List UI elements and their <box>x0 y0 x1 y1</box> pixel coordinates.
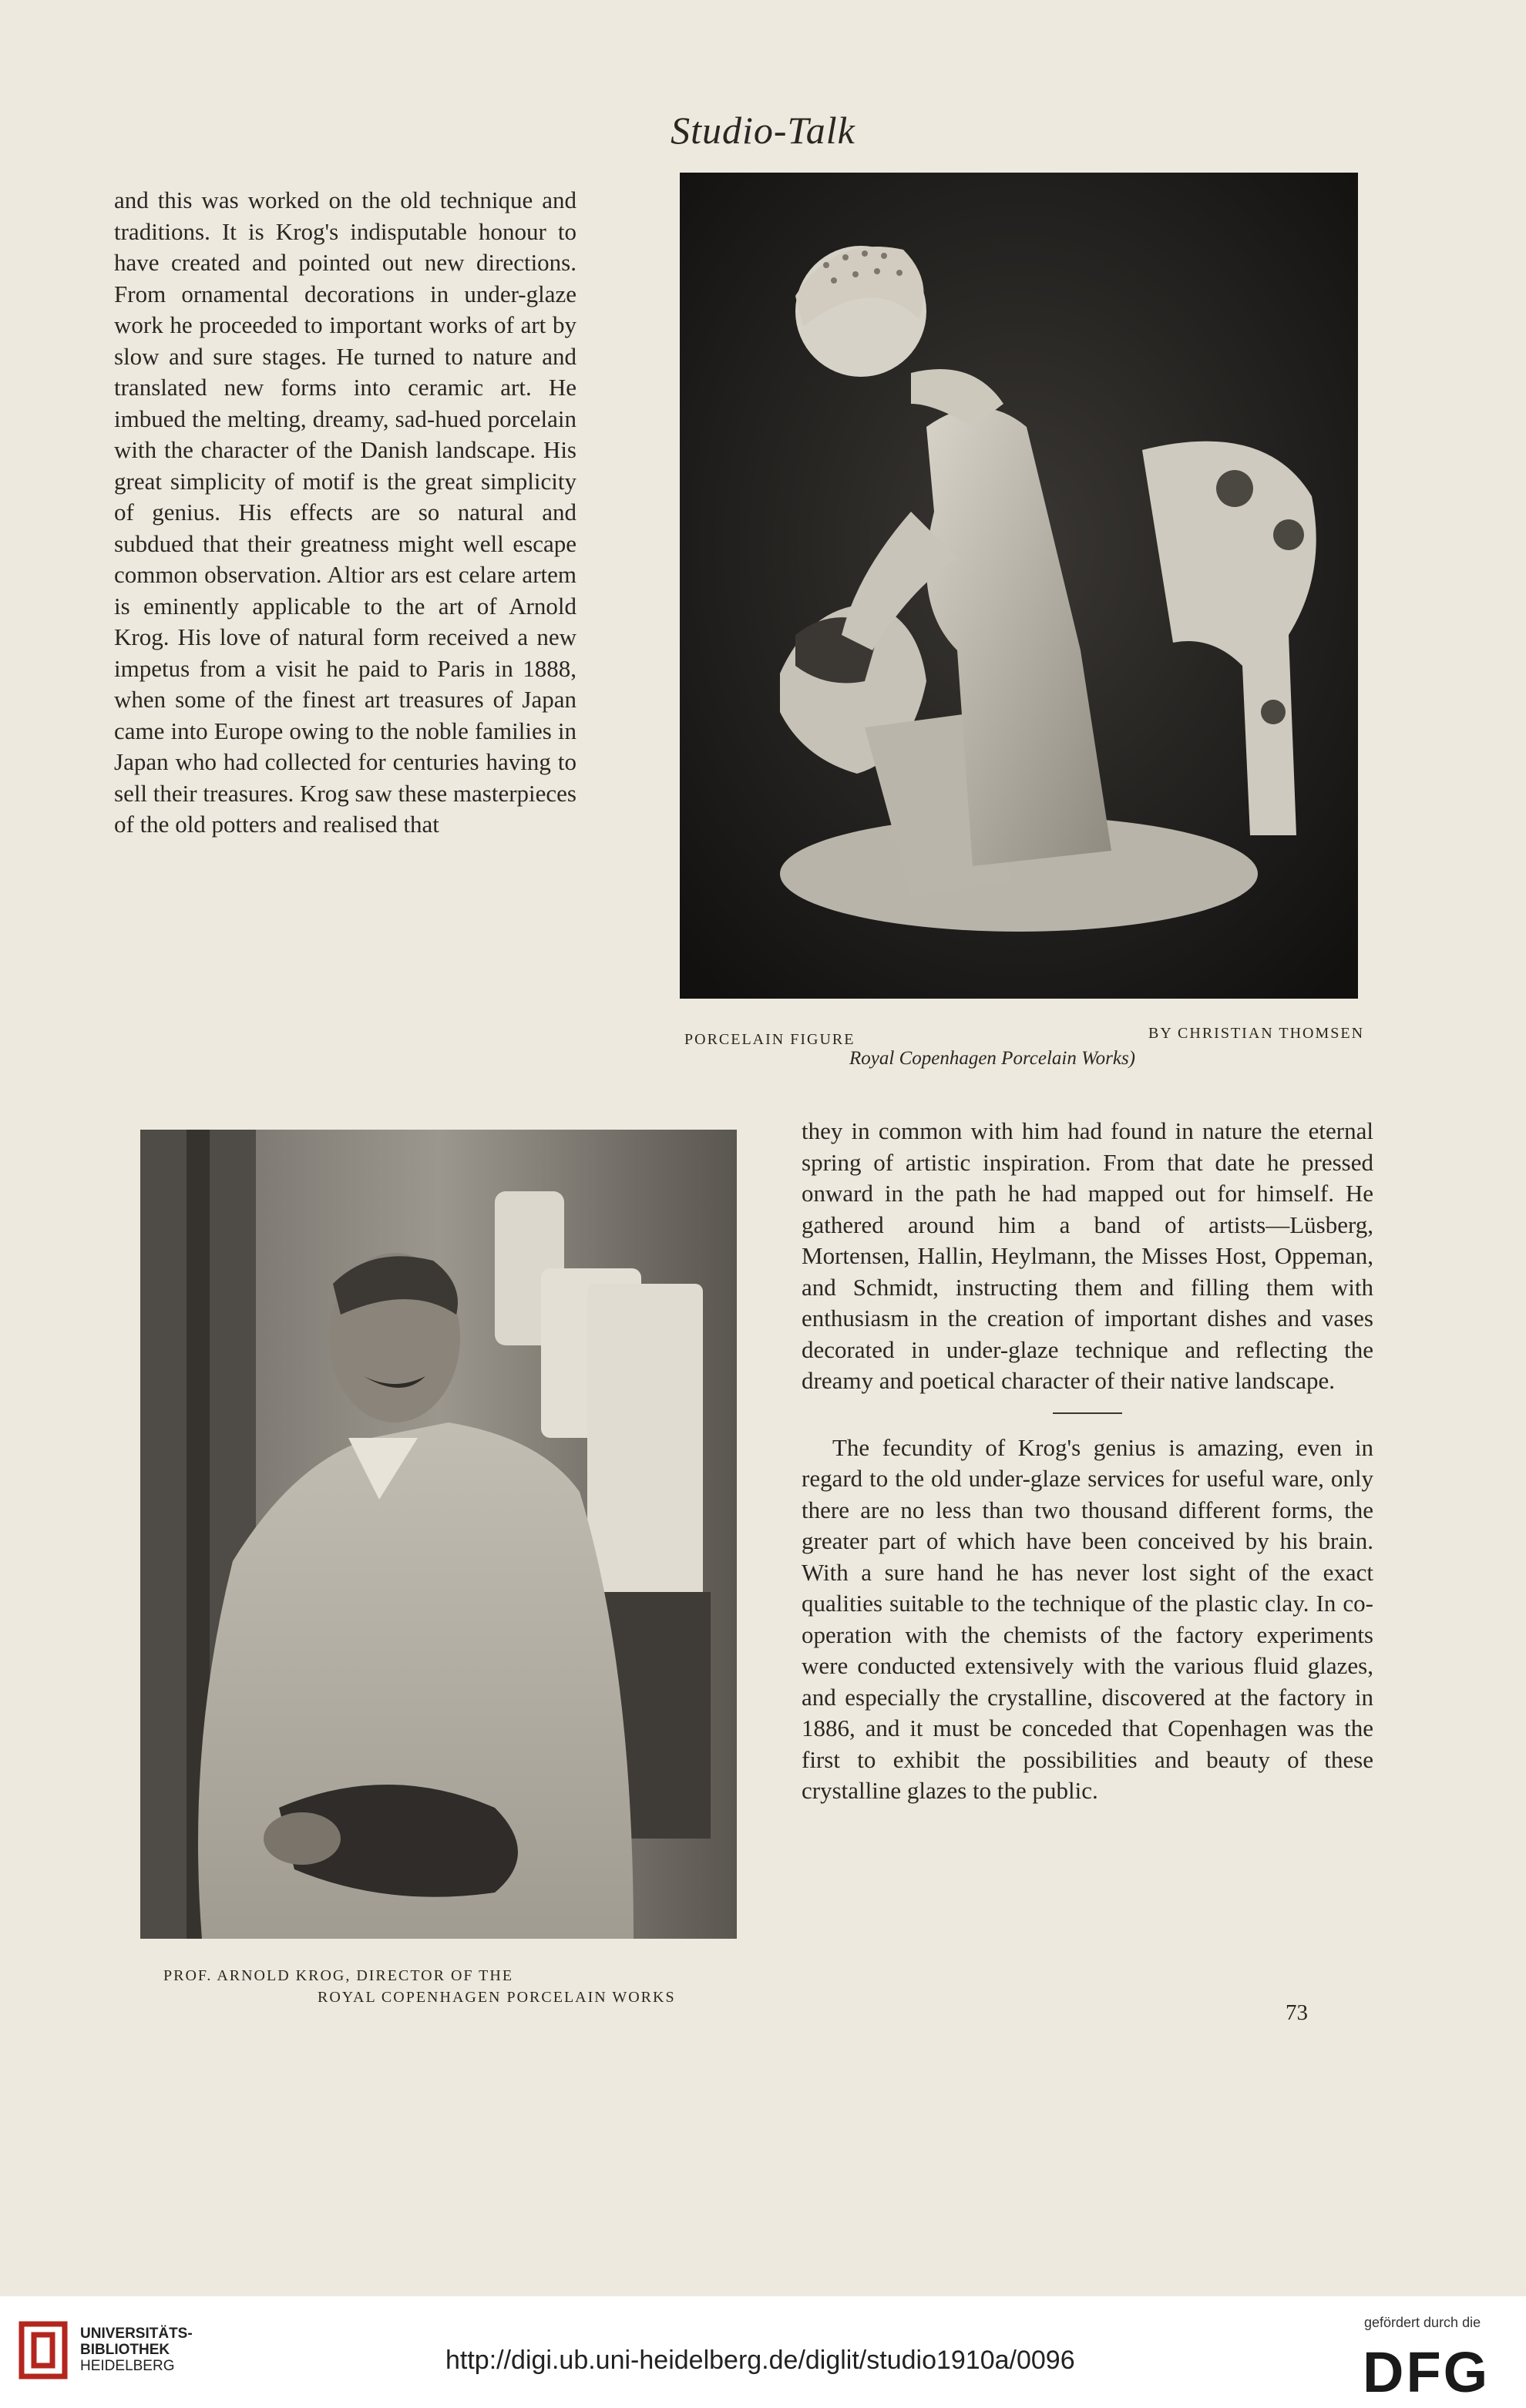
krog-caption-line1: PROF. ARNOLD KROG, DIRECTOR OF THE <box>163 1967 514 1984</box>
porcelain-caption-artist: BY CHRISTIAN THOMSEN <box>1148 1025 1365 1042</box>
funding-note: gefördert durch die <box>1364 2315 1481 2330</box>
porcelain-caption-title: PORCELAIN FIGURE <box>684 1031 855 1048</box>
right-text-column <box>802 1116 1373 1807</box>
library-name-line2: BIBLIOTHEK <box>80 2342 170 2358</box>
source-url-link[interactable]: http://digi.ub.uni-heidelberg.de/diglit/studio1910a/0096 <box>445 2346 1075 2375</box>
section-divider <box>1053 1412 1122 1414</box>
krog-caption-line2: ROYAL COPENHAGEN PORCELAIN WORKS <box>318 1989 676 2006</box>
library-name-line1: UNIVERSITÄTS- <box>80 2326 193 2342</box>
body-paragraph: they in common with him had found in nature the eternal spring of artistic inspiration. From that date he pressed onward in the path he had mapped out for himself. He gathered around him a band of artists—Lüsberg, Mortensen, Hallin, Heylmann, the Misses Host, Oppeman, and Schmidt, instructing them and filling them with enthusiasm in the creation of important dishes and vases decorated in under-glaze technique and reflecting the dreamy and poetical character of their native landscape. <box>802 1117 1373 1394</box>
arnold-krog-portrait-photo <box>140 1130 737 1939</box>
porcelain-figure-image <box>680 173 1358 999</box>
running-header: Studio-Talk <box>671 109 855 152</box>
page-number: 73 <box>1286 2000 1308 2025</box>
porcelain-caption-source: Royal Copenhagen Porcelain Works) <box>849 1048 1135 1069</box>
left-text-column <box>114 185 576 841</box>
arnold-krog-portrait-image <box>140 1130 737 1939</box>
library-name <box>80 2326 193 2374</box>
body-paragraph: and this was worked on the old technique and traditions. It is Krog's indisputable honour to have created and pointed out new directions. From ornamental decorations in under-glaze work he proceeded to important works of art by slow and sure stages. He turned to nature and translated new forms into ceramic art. He imbued the melting, dreamy, sad-hued porcelain with the character of the Danish landscape. His great simplicity of motif is the great simplicity of genius. His effects are so natural and subdued that their greatness might well escape common observation. Altior ars est celare artem is eminently applicable to the art of Arnold Krog. His love of natural form received a new impetus from a visit he paid to Paris in 1888, when some of the finest art treasures of Japan came into Europe owing to the noble families in Japan who had collected for centuries having to sell their treasures. Krog saw these masterpieces of the old potters and realised that <box>114 186 576 838</box>
porcelain-figure-photo <box>680 173 1358 999</box>
dfg-logo: DFG <box>1363 2340 1491 2404</box>
body-paragraph: The fecundity of Krog's genius is amazing, even in regard to the old under-glaze services for useful ware, only there are no less than two thousand different forms, the greater part of which have been conceived by his brain. With a sure hand he has never lost sight of the exact qualities suitable to the technique of the plastic clay. In co-operation with the chemists of the factory experiments were conducted extensively with the various fluid glazes, and especially the crystalline, discovered at the factory in 1886, and it must be conceded that Copenhagen was the first to exhibit the possibilities and beauty of these crystalline glazes to the public. <box>802 1433 1373 1804</box>
library-name-line3: HEIDELBERG <box>80 2358 175 2374</box>
krog-caption <box>163 1965 749 2008</box>
library-logo-icon <box>17 2319 69 2381</box>
